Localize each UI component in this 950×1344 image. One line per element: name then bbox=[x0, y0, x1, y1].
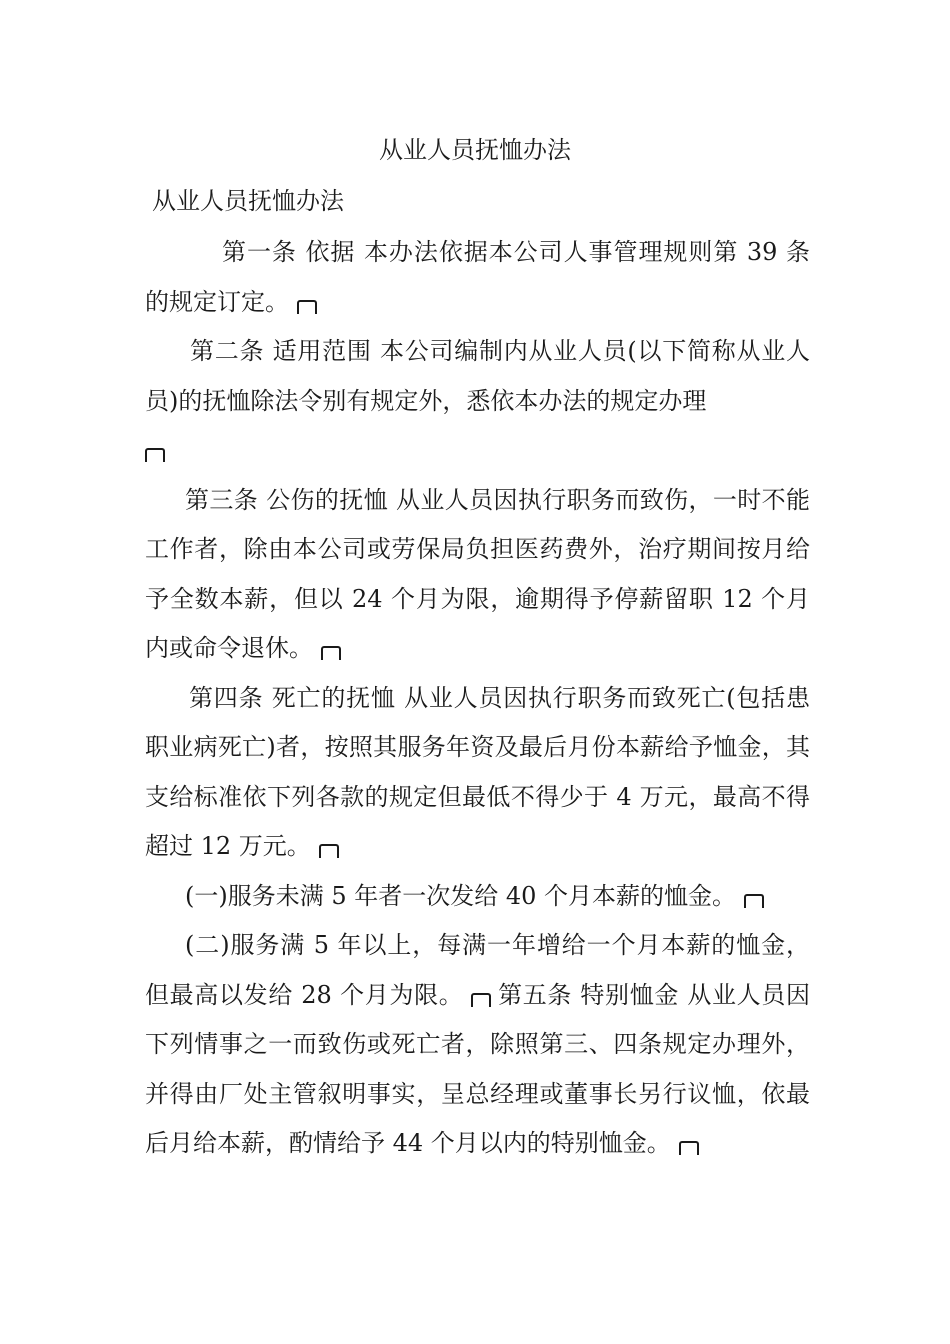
item-1-text: (一)服务未满 5 年者一次发给 40 个月本薪的恤金。 bbox=[185, 881, 737, 910]
article-4-text: 第四条 死亡的抚恤 从业人员因执行职务而致死亡(包括患职业病死亡)者，按照其服务年资及最后月份本薪给予恤金，其支给标准依下列各款的规定但最低不得少于 4 万元，最高不得超过 12 万元。 bbox=[145, 683, 810, 860]
article-2-text: 第二条 适用范围 本公司编制内从业人员(以下简称从业人员)的抚恤除法令别有规定外，悉依本办法的规定办理 bbox=[145, 337, 810, 415]
paragraph-mark-icon bbox=[679, 1141, 699, 1155]
item-2-and-article-5 bbox=[145, 921, 810, 1169]
paragraph-mark-icon bbox=[319, 844, 339, 858]
article-1-text: 第一条 依据 本办法依据本公司人事管理规则第 39 条的规定订定。 bbox=[145, 238, 810, 316]
article-2 bbox=[145, 327, 810, 426]
article-1 bbox=[145, 228, 810, 327]
page-title: 从业人员抚恤办法 bbox=[379, 136, 571, 164]
article-2-mark-line bbox=[145, 426, 810, 476]
document-body bbox=[145, 228, 810, 1169]
paragraph-mark-icon bbox=[321, 646, 341, 660]
paragraph-mark-icon bbox=[297, 300, 317, 314]
article-5-text: 第五条 特别恤金 从业人员因下列情事之一而致伤或死亡者，除照第三、四条规定办理外，并得由厂处主管叙明事实，呈总经理或董事长另行议恤，依最后月给本薪，酌情给予 44 个月以内的特别恤金。 bbox=[145, 980, 810, 1157]
paragraph-mark-icon bbox=[744, 894, 764, 908]
paragraph-mark-icon bbox=[145, 448, 165, 462]
article-3 bbox=[145, 476, 810, 674]
item-1 bbox=[145, 872, 810, 922]
article-4 bbox=[145, 674, 810, 872]
paragraph-mark-icon bbox=[471, 993, 491, 1007]
item-2-text: (二)服务满 5 年以上，每满一年增给一个月本薪的恤金，但最高以发给 28 个月为限。 bbox=[145, 931, 810, 1009]
document-heading: 从业人员抚恤办法 bbox=[152, 187, 344, 215]
article-3-text: 第三条 公伤的抚恤 从业人员因执行职务而致伤，一时不能工作者，除由本公司或劳保局负担医药费外，治疗期间按月给予全数本薪，但以 24 个月为限，逾期得予停薪留职 12 个月内或命令退休。 bbox=[145, 485, 810, 662]
